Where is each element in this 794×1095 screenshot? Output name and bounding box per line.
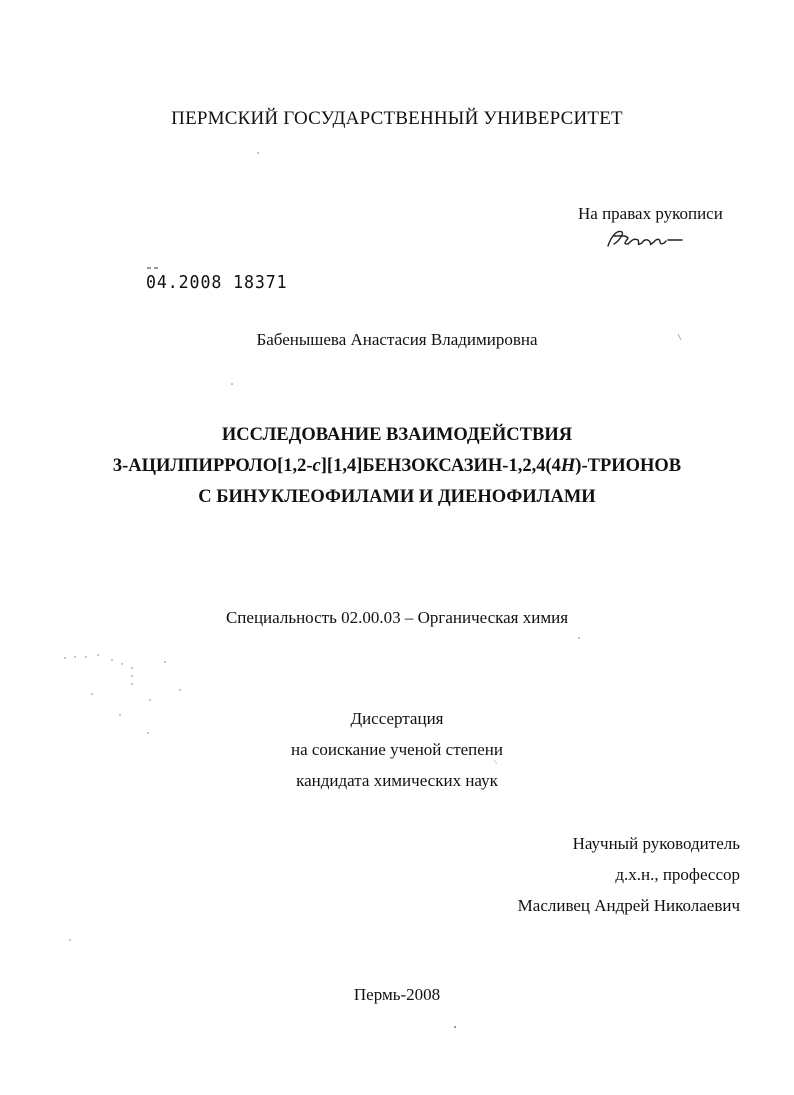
registration-number: 04.2008 18371	[146, 272, 288, 293]
degree-name: кандидата химических наук	[296, 771, 498, 790]
supervisor-label: Научный руководитель	[572, 834, 740, 853]
title-line-3: С БИНУКЛЕОФИЛАМИ И ДИЕНОФИЛАМИ	[198, 487, 596, 507]
author-name: Бабенышева Анастасия Владимировна	[256, 330, 538, 349]
title-line-2: 3-АЦИЛПИРРОЛО[1,2-c][1,4]БЕНЗОКСАЗИН-1,2,4(4H)-ТРИОНОВ	[112, 456, 682, 476]
supervisor-degree: д.х.н., профессор	[615, 865, 740, 884]
title-line-1: ИССЛЕДОВАНИЕ ВЗАИМОДЕЙСТВИЯ	[221, 425, 573, 445]
degree-purpose: на соискание ученой степени	[290, 740, 504, 759]
dissertation-label: Диссертация	[350, 709, 444, 728]
university-name: ПЕРМСКИЙ ГОСУДАРСТВЕННЫЙ УНИВЕРСИТЕТ	[171, 108, 623, 129]
specialty: Специальность 02.00.03 – Органическая химия	[225, 608, 569, 627]
city-year: Пермь-2008	[353, 985, 441, 1004]
supervisor-name: Масливец Андрей Николаевич	[517, 896, 740, 915]
manuscript-rights-note: На правах рукописи	[578, 204, 723, 223]
